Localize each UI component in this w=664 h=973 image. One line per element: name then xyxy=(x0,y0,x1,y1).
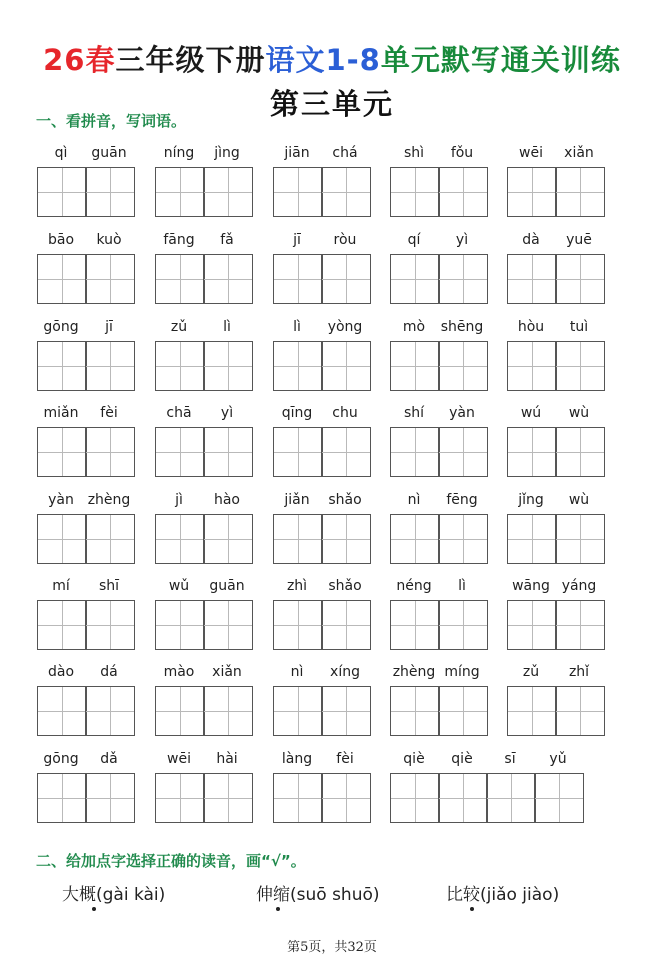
writing-box[interactable] xyxy=(203,773,253,823)
choice-item xyxy=(62,880,165,905)
pinyin-syllable: zǔ xyxy=(170,319,188,335)
writing-box[interactable] xyxy=(438,341,488,391)
pinyin-syllable: guān xyxy=(91,145,127,161)
writing-box[interactable] xyxy=(390,167,440,217)
writing-box[interactable] xyxy=(555,600,605,650)
pinyin-syllable: jiǎn xyxy=(284,492,310,508)
pinyin-syllable: jī xyxy=(105,319,113,335)
pinyin-syllable: qì xyxy=(54,145,68,161)
word-row xyxy=(0,578,664,658)
writing-box[interactable] xyxy=(85,514,135,564)
writing-box[interactable] xyxy=(438,773,488,823)
pinyin-syllable: tuì xyxy=(569,319,589,335)
writing-box[interactable] xyxy=(273,167,323,217)
writing-box[interactable] xyxy=(321,514,371,564)
writing-box[interactable] xyxy=(486,773,536,823)
pinyin-syllable: bāo xyxy=(47,232,75,248)
pinyin-syllable: làng xyxy=(281,751,313,767)
pinyin-syllable: lì xyxy=(223,319,231,335)
emphasis-dot-icon xyxy=(276,907,280,911)
pinyin-syllable: ròu xyxy=(333,232,357,248)
pinyin-syllable: yǔ xyxy=(549,751,567,767)
pinyin-syllable: chu xyxy=(332,405,358,421)
writing-box[interactable] xyxy=(155,427,205,477)
writing-box[interactable] xyxy=(85,686,135,736)
choice-options[interactable]: (gài kài) xyxy=(96,885,166,905)
writing-box[interactable] xyxy=(37,514,87,564)
writing-box[interactable] xyxy=(155,600,205,650)
choice-word: 比较 xyxy=(446,885,480,905)
writing-box[interactable] xyxy=(273,600,323,650)
pinyin-syllable: yàn xyxy=(449,405,475,421)
pinyin-syllable: nì xyxy=(290,664,304,680)
pinyin-syllable: wēi xyxy=(519,145,543,161)
writing-box[interactable] xyxy=(507,686,557,736)
pinyin-syllable: mò xyxy=(402,319,426,335)
writing-box[interactable] xyxy=(85,341,135,391)
pinyin-syllable: fǒu xyxy=(450,145,474,161)
writing-box[interactable] xyxy=(321,600,371,650)
pinyin-syllable: qīng xyxy=(281,405,313,421)
writing-box[interactable] xyxy=(507,600,557,650)
pinyin-syllable: yì xyxy=(455,232,469,248)
writing-box[interactable] xyxy=(507,427,557,477)
writing-box[interactable] xyxy=(273,254,323,304)
pinyin-syllable: fèi xyxy=(100,405,118,421)
writing-box[interactable] xyxy=(273,773,323,823)
writing-box[interactable] xyxy=(555,341,605,391)
pinyin-syllable: lì xyxy=(458,578,466,594)
writing-box[interactable] xyxy=(273,514,323,564)
section1-heading: 一、看拼音，写词语。 xyxy=(36,112,187,130)
writing-box[interactable] xyxy=(438,514,488,564)
pinyin-syllable: zhǐ xyxy=(568,664,590,680)
writing-box[interactable] xyxy=(203,600,253,650)
pinyin-syllable: qiè xyxy=(451,751,473,767)
writing-box[interactable] xyxy=(438,167,488,217)
pinyin-syllable: hào xyxy=(213,492,241,508)
choice-word: 伸缩 xyxy=(256,885,290,905)
pinyin-syllable: wù xyxy=(568,492,590,508)
pinyin-syllable: gōng xyxy=(43,319,79,335)
writing-box[interactable] xyxy=(203,167,253,217)
pinyin-syllable: chá xyxy=(332,145,358,161)
writing-box[interactable] xyxy=(507,167,557,217)
pinyin-syllable: wāng xyxy=(512,578,550,594)
word-row xyxy=(0,145,664,225)
pinyin-syllable: yòng xyxy=(327,319,363,335)
pinyin-syllable: yàn xyxy=(48,492,74,508)
writing-box[interactable] xyxy=(438,686,488,736)
pinyin-syllable: kuò xyxy=(96,232,122,248)
writing-box[interactable] xyxy=(203,341,253,391)
pinyin-syllable: dào xyxy=(47,664,75,680)
pinyin-syllable: yuē xyxy=(566,232,592,248)
pinyin-syllable: shǎo xyxy=(328,492,362,508)
writing-box[interactable] xyxy=(507,254,557,304)
pinyin-syllable: néng xyxy=(396,578,432,594)
writing-box[interactable] xyxy=(203,514,253,564)
writing-box[interactable] xyxy=(203,254,253,304)
pinyin-syllable: lì xyxy=(293,319,301,335)
pinyin-syllable: xiǎn xyxy=(212,664,242,680)
pinyin-syllable: nì xyxy=(407,492,421,508)
pinyin-syllable: miǎn xyxy=(43,405,79,421)
writing-box[interactable] xyxy=(321,167,371,217)
writing-box[interactable] xyxy=(203,427,253,477)
pinyin-syllable: qí xyxy=(407,232,421,248)
pinyin-syllable: shì xyxy=(403,145,425,161)
pinyin-syllable: níng xyxy=(163,145,195,161)
writing-box[interactable] xyxy=(155,341,205,391)
pinyin-syllable: qiè xyxy=(403,751,425,767)
writing-box[interactable] xyxy=(85,167,135,217)
choice-word: 大概 xyxy=(62,885,96,905)
writing-box[interactable] xyxy=(85,254,135,304)
pinyin-syllable: guān xyxy=(209,578,245,594)
title-part-grade: 26春 xyxy=(43,43,116,77)
pinyin-syllable: shǎo xyxy=(328,578,362,594)
pinyin-syllable: jī xyxy=(293,232,301,248)
pinyin-syllable: dà xyxy=(522,232,540,248)
pinyin-syllable: shí xyxy=(403,405,425,421)
pinyin-syllable: jì xyxy=(175,492,183,508)
writing-box[interactable] xyxy=(155,514,205,564)
word-row xyxy=(0,751,664,831)
writing-box[interactable] xyxy=(273,427,323,477)
pinyin-syllable: fēng xyxy=(446,492,478,508)
writing-box[interactable] xyxy=(37,341,87,391)
word-row xyxy=(0,232,664,312)
writing-box[interactable] xyxy=(155,773,205,823)
writing-box[interactable] xyxy=(438,254,488,304)
pinyin-syllable: shēng xyxy=(440,319,484,335)
writing-box[interactable] xyxy=(390,514,440,564)
writing-box[interactable] xyxy=(390,427,440,477)
word-row xyxy=(0,492,664,572)
pinyin-syllable: dǎ xyxy=(100,751,118,767)
writing-box[interactable] xyxy=(321,254,371,304)
section2-heading: 二、给加点字选择正确的读音，画“√”。 xyxy=(36,852,306,870)
writing-box[interactable] xyxy=(390,600,440,650)
writing-box[interactable] xyxy=(438,600,488,650)
writing-box[interactable] xyxy=(555,254,605,304)
page-number: 第5页，共32页 xyxy=(287,940,377,955)
page-title xyxy=(0,38,664,79)
writing-box[interactable] xyxy=(438,427,488,477)
pinyin-syllable: fāng xyxy=(163,232,195,248)
word-row xyxy=(0,664,664,744)
writing-box[interactable] xyxy=(555,686,605,736)
unit-subtitle: 第三单元 xyxy=(269,87,394,121)
pinyin-syllable: zhèng xyxy=(392,664,436,680)
writing-box[interactable] xyxy=(321,427,371,477)
writing-box[interactable] xyxy=(321,341,371,391)
writing-box[interactable] xyxy=(85,427,135,477)
writing-box[interactable] xyxy=(390,686,440,736)
writing-box[interactable] xyxy=(155,167,205,217)
pinyin-syllable: mí xyxy=(52,578,70,594)
pinyin-syllable: jìng xyxy=(214,145,240,161)
writing-box[interactable] xyxy=(273,686,323,736)
writing-box[interactable] xyxy=(85,773,135,823)
pinyin-syllable: zhèng xyxy=(87,492,131,508)
pinyin-syllable: yì xyxy=(220,405,234,421)
pinyin-syllable: xíng xyxy=(330,664,360,680)
writing-box[interactable] xyxy=(37,167,87,217)
pinyin-syllable: wù xyxy=(568,405,590,421)
pinyin-syllable: wǔ xyxy=(168,578,190,594)
writing-box[interactable] xyxy=(37,600,87,650)
writing-box[interactable] xyxy=(37,686,87,736)
pinyin-syllable: dá xyxy=(100,664,118,680)
pinyin-syllable: zhì xyxy=(286,578,308,594)
writing-box[interactable] xyxy=(390,254,440,304)
writing-box[interactable] xyxy=(321,773,371,823)
writing-box[interactable] xyxy=(85,600,135,650)
emphasis-dot-icon xyxy=(92,907,96,911)
writing-box[interactable] xyxy=(37,427,87,477)
writing-box[interactable] xyxy=(555,514,605,564)
pinyin-syllable: jiān xyxy=(284,145,310,161)
pinyin-syllable: jǐng xyxy=(518,492,544,508)
writing-box[interactable] xyxy=(390,773,440,823)
pinyin-syllable: shī xyxy=(98,578,120,594)
word-row xyxy=(0,405,664,485)
pinyin-syllable: zǔ xyxy=(522,664,540,680)
writing-box[interactable] xyxy=(507,514,557,564)
word-row xyxy=(0,319,664,399)
choice-options[interactable]: (suō shuō) xyxy=(290,885,380,905)
pinyin-syllable: gōng xyxy=(43,751,79,767)
writing-box[interactable] xyxy=(321,686,371,736)
pinyin-syllable: hài xyxy=(216,751,238,767)
pinyin-syllable: wēi xyxy=(167,751,191,767)
pinyin-syllable: fǎ xyxy=(220,232,234,248)
writing-box[interactable] xyxy=(155,686,205,736)
title-part-training: 单元默写通关训练 xyxy=(380,43,621,77)
writing-box[interactable] xyxy=(555,167,605,217)
writing-box[interactable] xyxy=(534,773,584,823)
pinyin-syllable: xiǎn xyxy=(564,145,594,161)
writing-box[interactable] xyxy=(507,341,557,391)
title-part-term: 三年级下册 xyxy=(115,43,266,77)
emphasis-dot-icon xyxy=(470,907,474,911)
writing-box[interactable] xyxy=(155,254,205,304)
choice-item xyxy=(256,880,380,905)
pinyin-syllable: míng xyxy=(444,664,480,680)
pinyin-syllable: mào xyxy=(163,664,195,680)
pinyin-syllable: wú xyxy=(520,405,542,421)
writing-box[interactable] xyxy=(273,341,323,391)
writing-box[interactable] xyxy=(203,686,253,736)
pinyin-syllable: chā xyxy=(166,405,192,421)
pinyin-syllable: sī xyxy=(504,751,516,767)
pinyin-syllable: hòu xyxy=(517,319,545,335)
choice-options[interactable]: (jiǎo jiào) xyxy=(480,885,560,905)
pinyin-syllable: yáng xyxy=(561,578,597,594)
choice-item xyxy=(446,880,559,905)
title-part-subject: 语文1-8 xyxy=(265,43,381,77)
writing-box[interactable] xyxy=(390,341,440,391)
writing-box[interactable] xyxy=(37,254,87,304)
pinyin-syllable: fèi xyxy=(336,751,354,767)
writing-box[interactable] xyxy=(555,427,605,477)
writing-box[interactable] xyxy=(37,773,87,823)
